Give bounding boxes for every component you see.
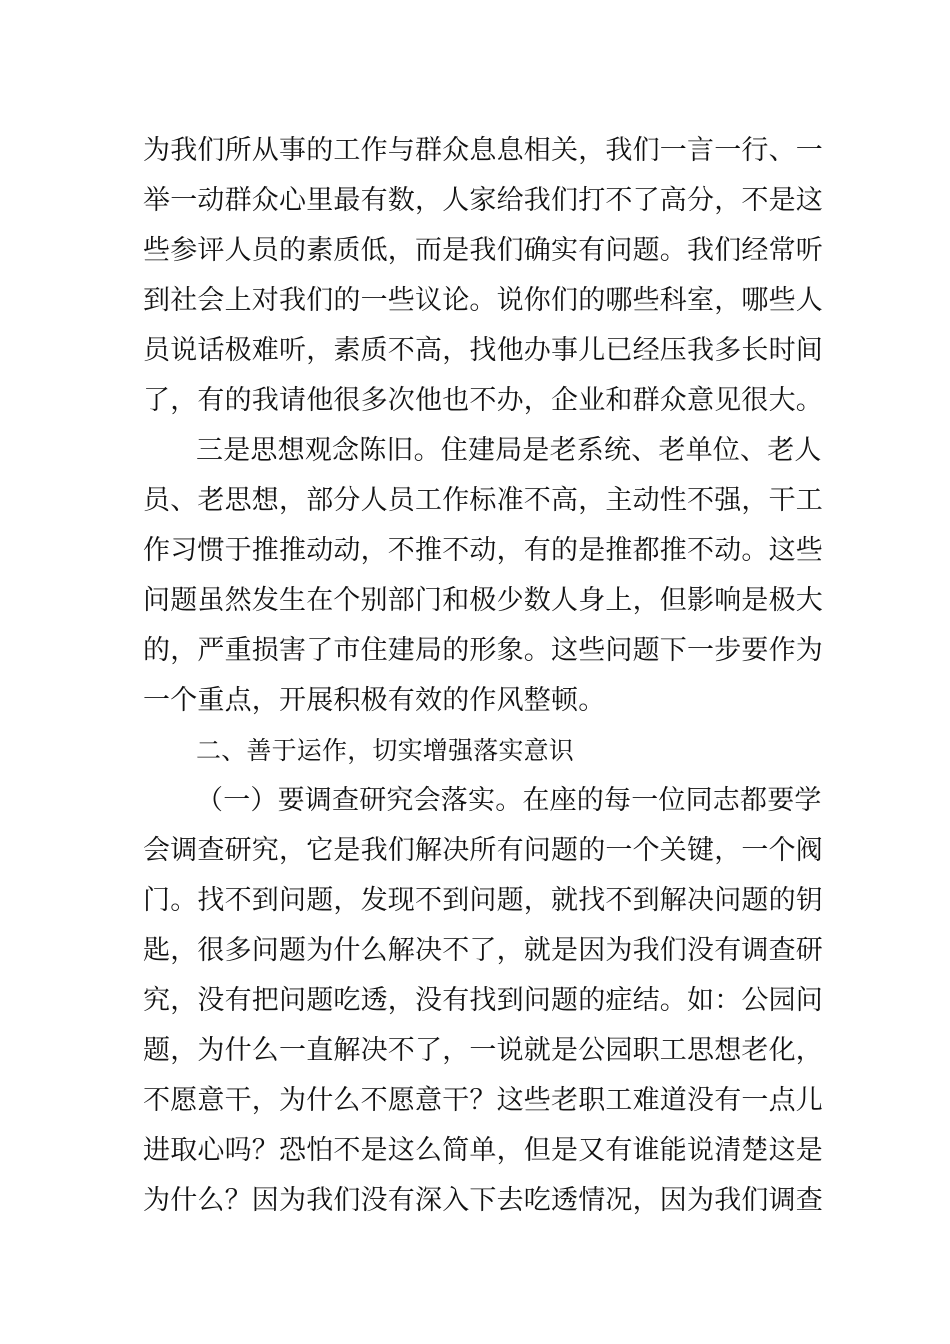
text-line: 一个重点，开展积极有效的作风整顿。 xyxy=(143,685,606,716)
text-line: 不愿意干，为什么不愿意干？这些老职工难道没有一点儿 xyxy=(143,1085,823,1116)
paragraph-start-line: （一）要调查研究会落实。在座的每一位同志都要学 xyxy=(196,785,822,816)
text-line: 作习惯于推推动动，不推不动，有的是推都推不动。这些 xyxy=(143,535,823,566)
text-line: 些参评人员的素质低，而是我们确实有问题。我们经常听 xyxy=(143,235,823,266)
section-heading: 二、善于运作，切实增强落实意识 xyxy=(196,736,575,765)
text-line: 了，有的我请他很多次他也不办，企业和群众意见很大。 xyxy=(143,385,823,416)
text-line: 门。找不到问题，发现不到问题，就找不到解决问题的钥 xyxy=(143,885,823,916)
text-line: 员、老思想，部分人员工作标准不高，主动性不强，干工 xyxy=(143,485,823,516)
text-line: 会调查研究，它是我们解决所有问题的一个关键，一个阀 xyxy=(143,835,823,866)
text-line: 为我们所从事的工作与群众息息相关，我们一言一行、一 xyxy=(143,135,823,166)
text-line: 的，严重损害了市住建局的形象。这些问题下一步要作为 xyxy=(143,635,823,666)
text-line: 进取心吗？恐怕不是这么简单，但是又有谁能说清楚这是 xyxy=(143,1135,823,1166)
text-line: 究，没有把问题吃透，没有找到问题的症结。如：公园问 xyxy=(143,985,823,1016)
text-line: 员说话极难听，素质不高，找他办事儿已经压我多长时间 xyxy=(143,335,823,366)
paragraph-start-line: 三是思想观念陈旧。住建局是老系统、老单位、老人 xyxy=(196,435,822,466)
text-line: 到社会上对我们的一些议论。说你们的哪些科室，哪些人 xyxy=(143,285,823,316)
text-line: 为什么？因为我们没有深入下去吃透情况，因为我们调查 xyxy=(143,1185,823,1216)
text-line: 题，为什么一直解决不了，一说就是公园职工思想老化， xyxy=(143,1035,823,1066)
text-line: 举一动群众心里最有数，人家给我们打不了高分，不是这 xyxy=(143,185,823,216)
text-line: 匙，很多问题为什么解决不了，就是因为我们没有调查研 xyxy=(143,935,823,966)
text-line: 问题虽然发生在个别部门和极少数人身上，但影响是极大 xyxy=(143,585,823,616)
